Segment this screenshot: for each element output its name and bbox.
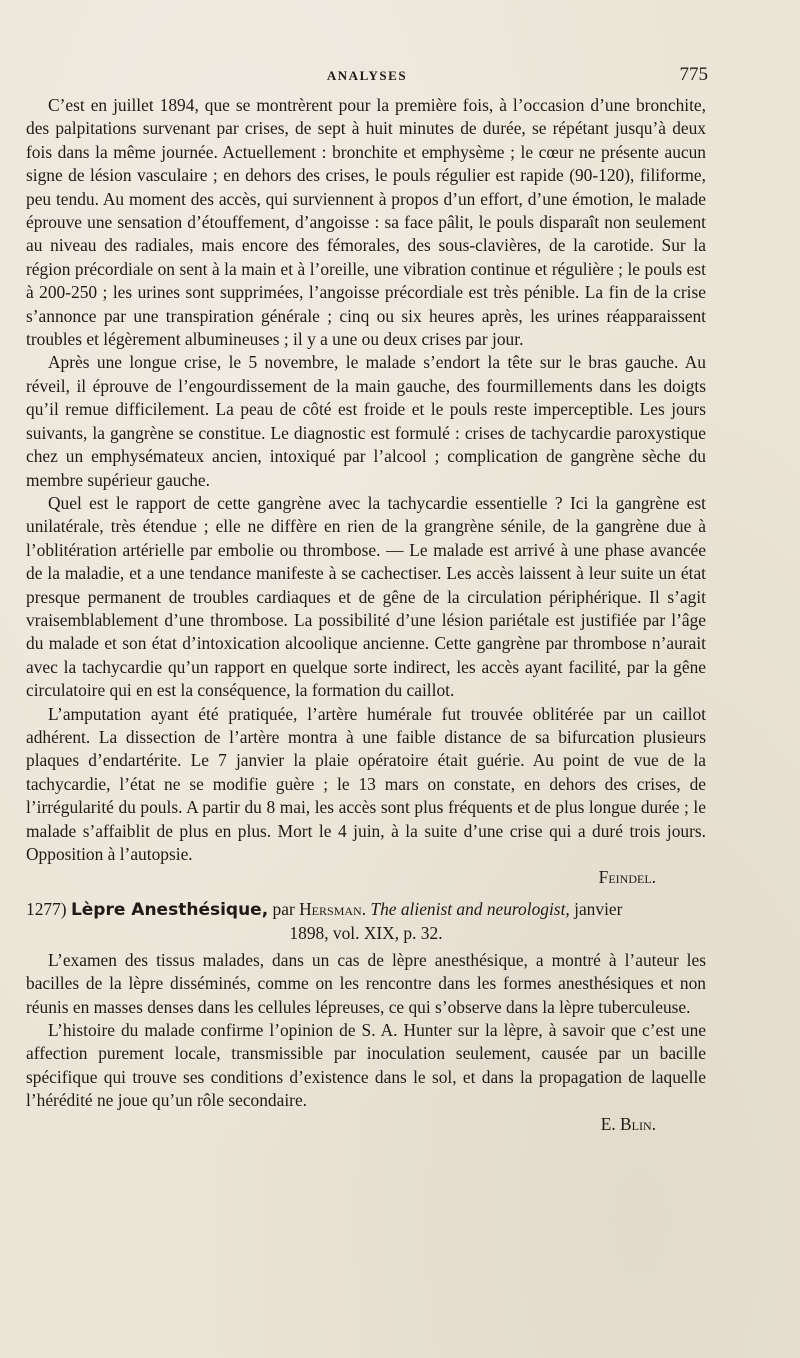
paragraph: L’amputation ayant été pratiquée, l’artère humérale fut trouvée oblitérée par un caillot adhérent. La dissection de l’artère montra à une faible distance de sa bifurcation plusieurs plaques d’endartérite. Le 7 janvier la plaie opératoire était guérie. Au point de vue de la tachycardie, l’état ne se modifie guère ; le 13 mars on constate, en dehors des crises, de l’irrégularité du pouls. A partir du 8 mai, les accès sont plus fréquents et de plus longue durée ; le malade s’affaiblit de plus en plus. Mort le 4 juin, à la suite d’une crise qui a duré trois jours. Opposition à l’autopsie. <box>26 703 706 864</box>
entry-date: janvier <box>574 898 623 919</box>
paragraph: L’examen des tissus malades, dans un cas de lèpre anesthésique, a montré à l’auteur les bacilles de la lèpre disséminés, comme on les rencontre dans les formes anesthésiques et non réunis en masses denses dans les cellules lépreuses, ce qui s’observe dans la lèpre tuberculeuse. <box>26 949 706 1017</box>
article-body <box>26 94 706 1136</box>
entry-number: 1277) <box>26 898 67 919</box>
paragraph: Quel est le rapport de cette gangrène avec la tachycardie essentielle ? Ici la gangrène est unilatérale, très étendue ; elle ne diffère en rien de la grangrène sénile, de la gangrène due à l’oblitération artérielle par embolie ou thrombose. — Le malade est arrivé à une phase avancée de la maladie, et a une tendance manifeste à se cachectiser. Les accès laissent à leur suite un état presque permanent de troubles cardiaques et de gêne de la circulation périphérique. Il s’agit vraisemblablement d’une thrombose. La possibilité d’une lésion pariétale est justifiée par l’âge du malade et son état d’intoxication alcoolique ancienne. Cette gangrène par thrombose n’aurait avec la tachycardie qu’un rapport en quelque sorte indirect, les accès ayant facilité, par la gêne circulatoire qui en est la conséquence, la formation du caillot. <box>26 492 706 701</box>
paragraph: C’est en juillet 1894, que se montrèrent pour la première fois, à l’occasion d’une bronchite, des palpitations survenant par crises, de sept à huit minutes de durée, se répétant jusqu’à deux fois dans la même journée. Actuellement : bronchite et emphysème ; le cœur ne présente aucun signe de lésion vasculaire ; en dehors des crises, le pouls régulier est rapide (90-120), filiforme, peu tendu. Au moment des accès, qui surviennent à propos d’un effort, d’une émotion, le malade éprouve une sensation d’étouffement, d’angoisse : sa face pâlit, le pouls disparaît non seulement au niveau des radiales, mais encore des fémorales, des sous-clavières, de la carotide. Sur la région précordiale on sent à la main et à l’oreille, une vibration continue et régulière ; le pouls est à 200-250 ; les urines sont supprimées, l’angoisse précordiale est très pénible. La fin de la crise s’annonce par une transpiration générale ; cinq ou six heures après, les urines réapparaissent troubles et légèrement albumineuses ; il y a une ou deux crises par jour. <box>26 95 706 350</box>
page-number: 775 <box>679 64 708 85</box>
running-head <box>26 64 708 88</box>
paragraph: Après une longue crise, le 5 novembre, le malade s’endort la tête sur le bras gauche. Au réveil, il éprouve de l’engourdissement de la main gauche, des fourmillements dans les doigts qu’il remue difficilement. La peau de côté est froide et le pouls reste imperceptible. Les jours suivants, la gangrène se constitue. Le diagnostic est formulé : crises de tachycardie paroxystique chez un emphysémateux ancien, intoxiqué par l’alcool ; complication de gangrène sèche du membre supérieur gauche. <box>26 352 706 490</box>
entry-by: par <box>272 898 295 919</box>
entry-journal: The alienist and neurologist, <box>370 898 570 919</box>
signature-blin: E. Blin. <box>600 1113 656 1134</box>
signature-feindel: Feindel. <box>598 867 656 888</box>
paragraph: L’histoire du malade confirme l’opinion de S. A. Hunter sur la lèpre, à savoir que c’est une affection purement locale, transmissible par inoculation seulement, causée par un bacille spécifique qui trouve ses conditions d’existence dans le sol, et dans la propagation de laquelle l’hérédité ne joue qu’un rôle secondaire. <box>26 1020 706 1111</box>
entry-author: Hersman. <box>299 898 367 919</box>
running-title: ANALYSES <box>326 68 408 83</box>
entry-title: Lèpre Anesthésique, <box>70 899 269 920</box>
entry-volume: 1898, vol. XIX, p. 32. <box>289 922 443 943</box>
entry-heading <box>26 898 706 945</box>
